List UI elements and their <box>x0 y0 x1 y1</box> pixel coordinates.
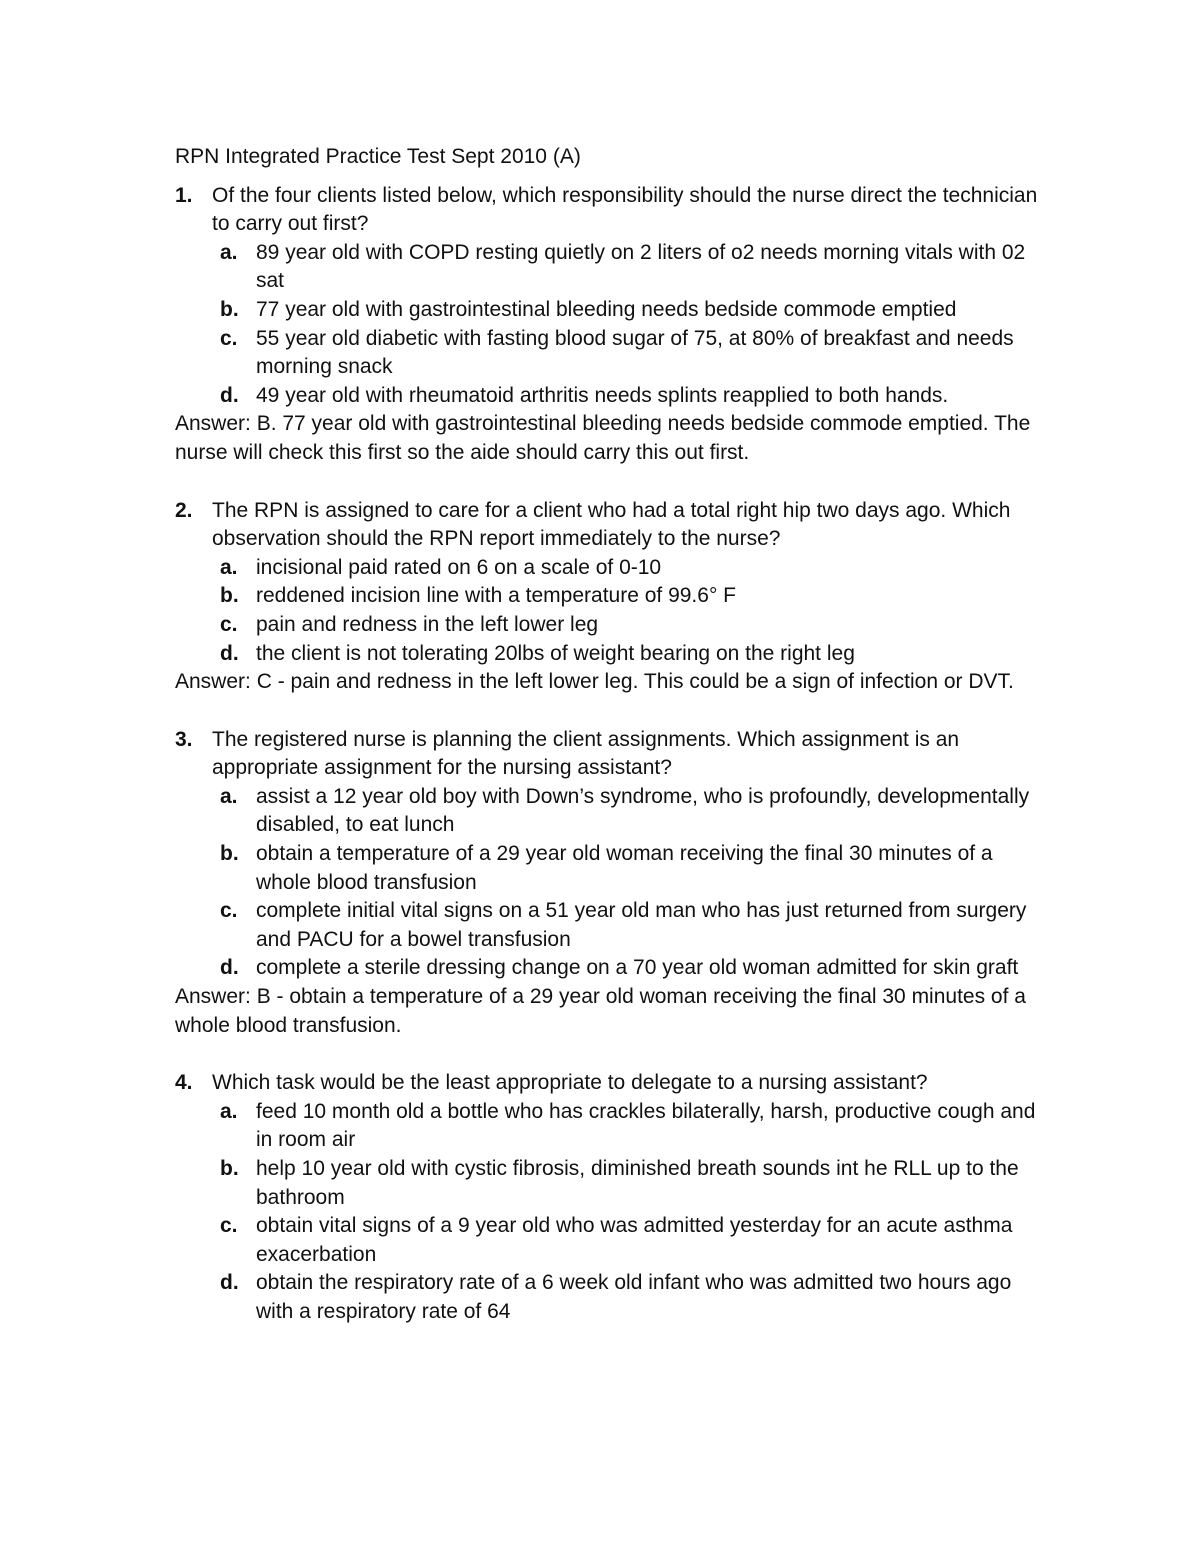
option-a <box>175 783 1045 840</box>
option-text: complete initial vital signs on a 51 year old man who has just returned from surgery and PACU for a bowel transfusion <box>256 899 1027 951</box>
option-text: 89 year old with COPD resting quietly on 2 liters of o2 needs morning vitals with 02 sat <box>256 240 1026 293</box>
option-letter: b. <box>220 842 239 866</box>
question-stem <box>175 726 1045 783</box>
option-a <box>175 239 1045 296</box>
question-text: Of the four clients listed below, which responsibility should the nurse direct the technician to carry out first? <box>212 183 1038 236</box>
option-text: 77 year old with gastrointestinal bleeding needs bedside commode emptied <box>256 297 957 321</box>
question-1 <box>175 182 1045 468</box>
option-letter: d. <box>220 641 239 665</box>
option-letter: c. <box>220 612 238 636</box>
answer-text: Answer: C - pain and redness in the left lower leg. This could be a sign of infection or DVT. <box>175 670 1014 694</box>
question-stem <box>175 497 1045 554</box>
option-letter: d. <box>220 956 239 980</box>
option-text: obtain the respiratory rate of a 6 week old infant who was admitted two hours ago with a respiratory rate of 64 <box>256 1271 1012 1323</box>
option-text: obtain a temperature of a 29 year old woman receiving the final 30 minutes of a whole blood transfusion <box>256 842 993 894</box>
option-b <box>175 296 1045 325</box>
option-letter: d. <box>220 1271 239 1295</box>
option-letter: c. <box>220 326 238 350</box>
question-4 <box>175 1069 1045 1326</box>
option-c <box>175 1212 1045 1269</box>
option-text: incisional paid rated on 6 on a scale of 0-10 <box>256 555 662 579</box>
document-page <box>175 143 1045 1327</box>
document-title: RPN Integrated Practice Test Sept 2010 (A) <box>175 145 581 168</box>
option-c <box>175 897 1045 954</box>
question-3 <box>175 726 1045 1041</box>
option-b <box>175 840 1045 897</box>
option-letter: c. <box>220 899 238 923</box>
option-text: reddened incision line with a temperature of 99.6° F <box>256 584 737 608</box>
option-list <box>175 239 1045 411</box>
question-text: The RPN is assigned to care for a client who had a total right hip two days ago. Which observation should the RPN report immediately to the nurse? <box>212 498 1011 551</box>
answer-text: Answer: B. 77 year old with gastrointestinal bleeding needs bedside commode emptied. The nurse will check this first so the aide should carry this out first. <box>175 412 1031 464</box>
question-text: Which task would be the least appropriate to delegate to a nursing assistant? <box>212 1071 928 1095</box>
option-letter: b. <box>220 584 239 608</box>
option-list <box>175 554 1045 668</box>
question-stem <box>175 182 1045 239</box>
option-text: pain and redness in the left lower leg <box>256 612 599 636</box>
option-text: 55 year old diabetic with fasting blood sugar of 75, at 80% of breakfast and needs morning snack <box>256 326 1014 379</box>
option-letter: c. <box>220 1214 238 1238</box>
option-text: help 10 year old with cystic fibrosis, diminished breath sounds int he RLL up to the bathroom <box>256 1157 1019 1209</box>
option-d <box>175 640 1045 669</box>
answer-text: Answer: B - obtain a temperature of a 29 year old woman receiving the final 30 minutes of a whole blood transfusion. <box>175 985 1026 1037</box>
option-d <box>175 954 1045 983</box>
question-2 <box>175 497 1045 697</box>
question-stem <box>175 1069 1045 1098</box>
option-d <box>175 382 1045 411</box>
option-list <box>175 783 1045 983</box>
option-a <box>175 554 1045 583</box>
question-number: 1. <box>175 183 193 207</box>
option-letter: a. <box>220 784 238 808</box>
question-number: 4. <box>175 1071 193 1095</box>
question-number: 3. <box>175 727 193 751</box>
question-number: 2. <box>175 498 193 522</box>
option-text: feed 10 month old a bottle who has crackles bilaterally, harsh, productive cough and in room air <box>256 1099 1036 1152</box>
option-letter: a. <box>220 240 238 264</box>
option-letter: d. <box>220 383 239 407</box>
option-text: assist a 12 year old boy with Down’s syndrome, who is profoundly, developmentally disabled, to eat lunch <box>256 784 1030 837</box>
spacer <box>175 1040 1045 1069</box>
option-c <box>175 611 1045 640</box>
option-b <box>175 1155 1045 1212</box>
option-a <box>175 1098 1045 1155</box>
option-b <box>175 582 1045 611</box>
option-letter: a. <box>220 1099 238 1123</box>
option-c <box>175 325 1045 382</box>
option-text: obtain vital signs of a 9 year old who was admitted yesterday for an acute asthma exacerbation <box>256 1214 1013 1266</box>
option-letter: b. <box>220 297 239 321</box>
option-text: complete a sterile dressing change on a 70 year old woman admitted for skin graft <box>256 956 1019 980</box>
option-list <box>175 1098 1045 1327</box>
option-d <box>175 1269 1045 1326</box>
option-letter: b. <box>220 1157 239 1180</box>
option-letter: a. <box>220 555 238 579</box>
option-text: 49 year old with rheumatoid arthritis needs splints reapplied to both hands. <box>256 383 949 407</box>
spacer <box>175 468 1045 497</box>
question-text: The registered nurse is planning the client assignments. Which assignment is an appropriate assignment for the nursing assistant? <box>212 727 960 780</box>
spacer <box>175 697 1045 726</box>
option-text: the client is not tolerating 20lbs of weight bearing on the right leg <box>256 641 855 665</box>
